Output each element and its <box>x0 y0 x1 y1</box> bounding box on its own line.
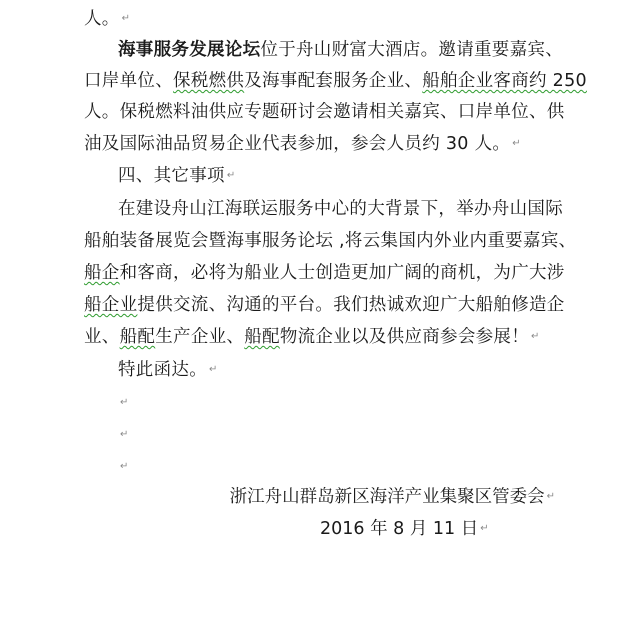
paragraph-mark: ↵ <box>209 364 218 375</box>
closing-line <box>118 359 218 381</box>
text-run: 船舶装备展览会暨海事服务论坛 ,将云集国内外业内重要嘉宾、 <box>84 231 577 251</box>
continuation-line <box>84 8 130 30</box>
spellcheck-text: 船企业 <box>84 295 138 315</box>
paragraph-2-line-4 <box>84 294 565 316</box>
signature-organization <box>230 486 555 508</box>
forum-name: 海事服务发展论坛 <box>118 40 261 60</box>
text-run: 物流企业以及供应商参会参展！ <box>279 327 530 347</box>
empty-paragraph <box>118 392 129 414</box>
text-run: 油及国际油品贸易企业代表参加，参会人员约 30 人。 <box>84 134 511 154</box>
paragraph-mark: ↵ <box>120 397 129 408</box>
heading-text: 四、其它事项 <box>118 166 225 186</box>
paragraph-mark: ↵ <box>531 331 540 342</box>
paragraph-1-line-2 <box>84 70 587 92</box>
spellcheck-text: 保税燃供 <box>173 71 245 91</box>
paragraph-mark: ↵ <box>480 523 489 534</box>
paragraph-2-line-1 <box>118 198 563 220</box>
text-run: 及海事配套服务企业、 <box>244 71 423 91</box>
paragraph-1-line-4 <box>84 133 521 155</box>
paragraph-1-line-3 <box>84 101 565 123</box>
paragraph-mark: ↵ <box>120 461 129 472</box>
text-run: 人。保税燃料油供应专题研讨会邀请相关嘉宾、口岸单位、供 <box>84 102 565 122</box>
text-run: 口岸单位、 <box>84 71 173 91</box>
empty-paragraph <box>118 456 129 478</box>
date-text: 2016 年 8 月 11 日 <box>320 519 479 539</box>
text-run: 生产企业、 <box>155 327 245 347</box>
signature-date <box>320 518 489 540</box>
empty-paragraph <box>118 424 129 446</box>
closing-text: 特此函达。 <box>118 360 207 380</box>
paragraph-2-line-2 <box>84 230 576 252</box>
spellcheck-text: 船配 <box>119 327 156 347</box>
paragraph-mark: ↵ <box>121 13 131 24</box>
organization-name: 浙江舟山群岛新区海洋产业集聚区管委会 <box>229 487 545 507</box>
text-run: 在建设舟山江海联运服务中心的大背景下，举办舟山国际 <box>118 199 563 219</box>
text-run: 业、 <box>84 327 120 347</box>
paragraph-1-line-1 <box>118 39 563 61</box>
section-4-heading <box>118 165 236 187</box>
paragraph-mark: ↵ <box>512 138 521 149</box>
paragraph-mark: ↵ <box>546 491 555 502</box>
spellcheck-text: 船舶企业客商约 250 <box>422 71 587 91</box>
text-run: 位于舟山财富大酒店。邀请重要嘉宾、 <box>260 40 564 60</box>
text-run: 人。 <box>84 9 120 29</box>
spellcheck-text: 船配 <box>244 327 280 347</box>
text-run: 和客商，必将为船业人士创造更加广阔的商机，为广大涉 <box>119 263 565 283</box>
paragraph-mark: ↵ <box>226 170 236 181</box>
paragraph-mark: ↵ <box>120 429 129 440</box>
paragraph-2-line-3 <box>84 262 565 284</box>
paragraph-2-line-5 <box>84 326 540 348</box>
text-run: 提供交流、沟通的平台。我们热诚欢迎广大船舶修造企 <box>137 295 565 315</box>
spellcheck-text: 船企 <box>84 263 120 283</box>
